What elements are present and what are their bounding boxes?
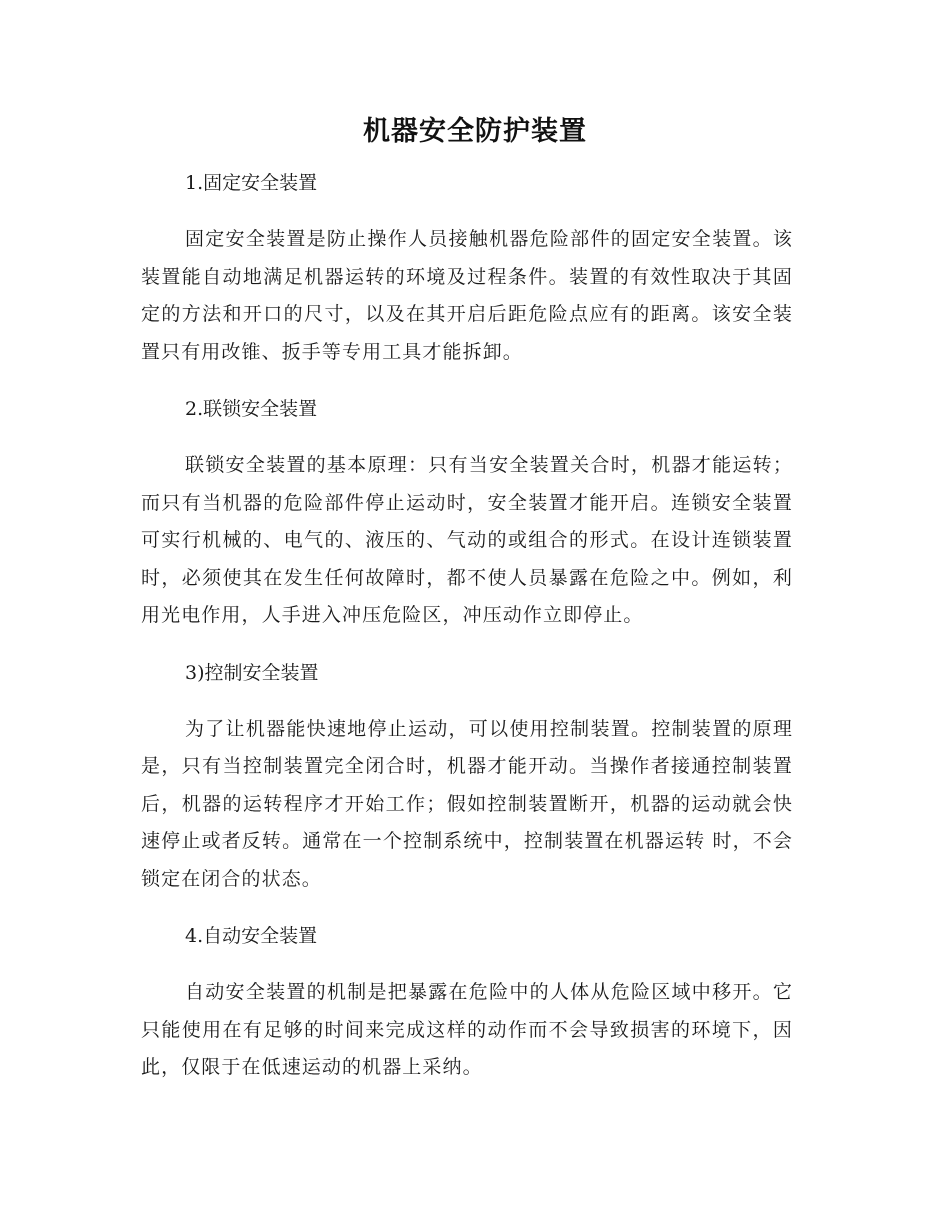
section-heading: 4.自动安全装置 bbox=[185, 925, 318, 947]
section-control-guard bbox=[141, 657, 793, 899]
section-fixed-guard bbox=[141, 167, 793, 371]
section-paragraph: 自动安全装置的机制是把暴露在危险中的人体从危险区域中移开。它只能使用在有足够的时间来完成这样的动作而不会导致损害的环境下，因此，仅限于在低速运动的机器上采纳。 bbox=[141, 981, 793, 1078]
section-heading: 2.联锁安全装置 bbox=[185, 398, 318, 420]
section-heading: 1.固定安全装置 bbox=[185, 172, 318, 194]
document-body bbox=[141, 167, 793, 1109]
section-heading: 3)控制安全装置 bbox=[185, 661, 319, 684]
section-interlock-guard bbox=[141, 393, 793, 635]
section-paragraph: 联锁安全装置的基本原理：只有当安全装置关合时，机器才能运转；而只有当机器的危险部件停止运动时，安全装置才能开启。连锁安全装置可实行机械的、电气的、液压的、气动的或组合的形式。在设计连锁装置时，必须使其在发生任何故障时，都不使人员暴露在危险之中。例如，利用光电作用，人手进入冲压危险区，冲压动作立即停止。 bbox=[141, 454, 793, 626]
section-paragraph: 为了让机器能快速地停止运动，可以使用控制装置。控制装置的原理是，只有当控制装置完全闭合时，机器才能开动。当操作者接通控制装置后，机器的运转程序才开始工作；假如控制装置断开，机器的运动就会快速停止或者反转。通常在一个控制系统中，控制装置在机器运转 时，不会锁定在闭合的状态。 bbox=[141, 717, 793, 890]
page-title: 机器安全防护装置 bbox=[363, 116, 587, 147]
section-paragraph: 固定安全装置是防止操作人员接触机器危险部件的固定安全装置。该装置能自动地满足机器运转的环境及过程条件。装置的有效性取决于其固定的方法和开口的尺寸，以及在其开启后距危险点应有的距离。该安全装置只有用改锥、扳手等专用工具才能拆卸。 bbox=[141, 228, 793, 363]
section-automatic-guard bbox=[141, 920, 793, 1087]
